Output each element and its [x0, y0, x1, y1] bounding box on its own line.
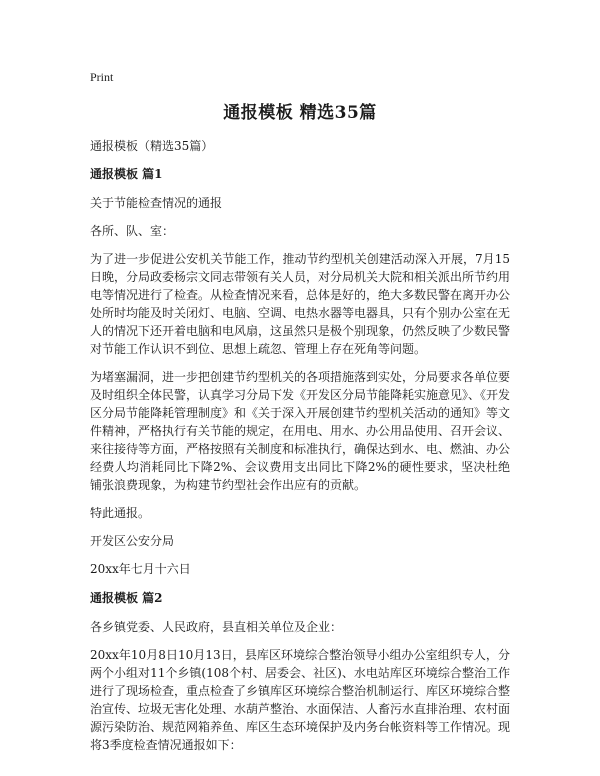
- document-subtitle: 通报模板（精选35篇）: [90, 139, 214, 153]
- body-paragraph: 为堵塞漏洞，进一步把创建节约型机关的各项措施落到实处，分局要求各单位要及时组织全体民警，认真学习分局下发《开发区分局节能降耗实施意见》、《开发区分局节能降耗管理制度》和《关于深入开展创建节约型机关活动的通知》等文件精神，严格执行有关节能的规定，在用电、用水、办公用品使用、召开会议、来往接待等方面，严格按照有关制度和标准执行，确保达到水、电、燃油、办公经费人均消耗同比下降2%、会议费用支出同比下降2%的硬性要求，坚决杜绝铺张浪费现象，为构建节约型社会作出应有的贡献。: [90, 370, 511, 492]
- signature-org: 开发区公安分局: [90, 534, 175, 548]
- salutation: 各乡镇党委、人民政府，县直相关单位及企业：: [90, 620, 343, 634]
- print-link[interactable]: Print: [90, 70, 114, 84]
- body-paragraph: 为了进一步促进公安机关节能工作，推动节约型机关创建活动深入开展，7月15日晚，分局政委杨宗文同志带领有关人员，对分局机关大院和相关派出所节约用电等情况进行了检查。从检查情况来看，总体是好的，绝大多数民警在离开办公处所时均能及时关闭灯、电脑、空调、电热水器等电器具，只有个别办公室在无人的情况下还开着电脑和电风扇，这虽然只是极个别现象，仍然反映了少数民警对节能工作认识不到位、思想上疏忽、管理上存在死角等问题。: [90, 252, 511, 356]
- closing-line: 特此通报。: [90, 506, 151, 520]
- body-paragraph: 20xx年10月8日10月13日，县库区环境综合整治领导小组办公室组织专人，分两个小组对11个乡镇(108个村、居委会、社区)、水电站库区环境综合整治工作进行了现场检查，重点检查了乡镇库区环境综合整治机制运行、库区环境综合整治宣传、垃圾无害化处理、水葫芦整治、水面保洁、人畜污水直排治理、农村面源污染防治、规范网箱养鱼、库区生态环境保护及内务台帐资料等工作情况。现将3季度检查情况通报如下：: [90, 648, 511, 752]
- salutation: 各所、队、室：: [90, 224, 175, 238]
- section-heading: 通报模板 篇2: [90, 591, 163, 605]
- notice-title: 关于节能检查情况的通报: [90, 196, 223, 210]
- page-title: 通报模板 精选35篇: [223, 103, 377, 123]
- signature-date: 20xx年七月十六日: [90, 562, 191, 576]
- section-heading: 通报模板 篇1: [90, 167, 163, 181]
- section-2: [90, 590, 510, 754]
- section-1: [90, 166, 510, 578]
